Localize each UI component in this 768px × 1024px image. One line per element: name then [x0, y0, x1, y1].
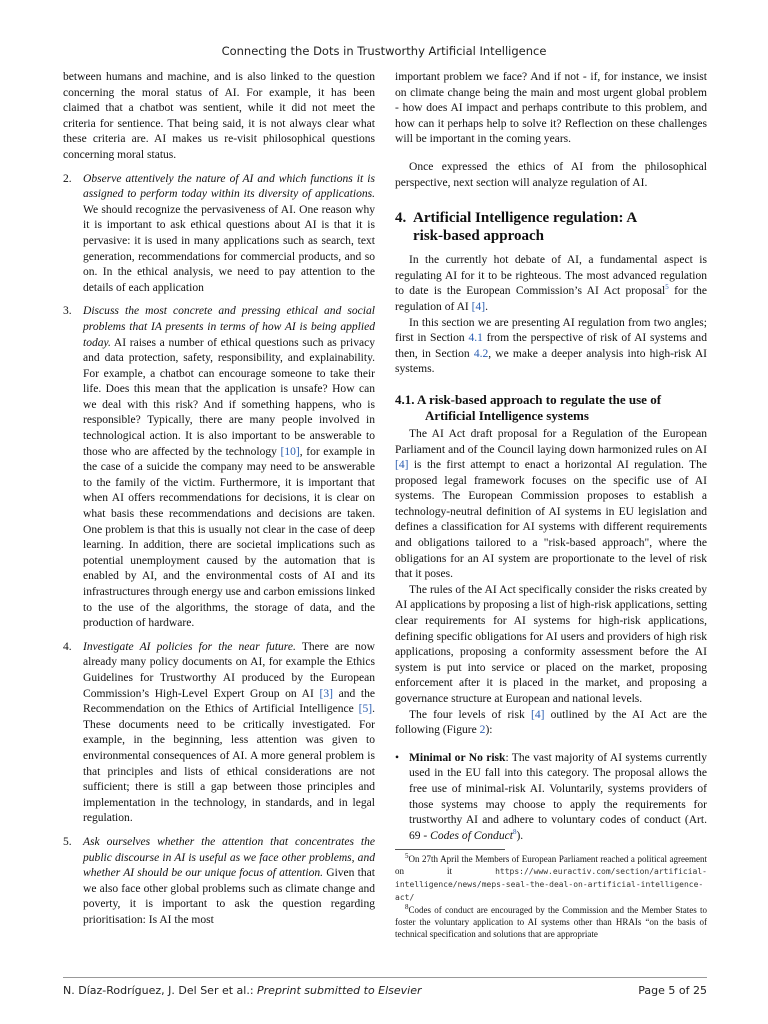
item-text: There are now already many policy documents on AI, for example the Ethics Guidelines for Trustworthy AI produced by the European Commission’s High-Level Expert Group on AI [83, 640, 376, 700]
bullet-text: ). [516, 829, 524, 842]
list-number: 3. [63, 305, 72, 318]
list-item [395, 751, 707, 845]
continued-paragraph: important problem we face? And if not - if, for instance, we insist on climate change being the main and most urgent global problem - how does AI impact and perhaps contribute to this problem, and how can it perhaps help to solve it? Reflection on these challenges will be important in the coming years. [395, 71, 707, 146]
page-footer [63, 977, 707, 997]
citation-link[interactable]: [3] [319, 687, 333, 700]
para-text: In this section we are presenting AI regulation from two angles; first in Section [395, 316, 707, 345]
section-4-heading [395, 209, 707, 245]
right-column [395, 70, 707, 940]
item-text: AI raises a number of ethical questions such as privacy and data protection, safety, responsibility, and explainability. For example, a chatbot can encourage someone to take their life. Does this mean that the application is unsafe? How can we deal with this risk? And if something happens, who is responsible? Typically, there are many people involved in technological action. It is also important to be answerable to those who are affected by the technology [83, 336, 375, 458]
footnote-url-link[interactable]: https://www.euractiv.com/section/artificial-intelligence/news/meps-seal-the-deal-on-artificial-intelligence-act/ [395, 867, 707, 903]
footer-authors: N. Díaz-Rodríguez, J. Del Ser et al.: [63, 984, 258, 997]
item-emphasis: Ask ourselves whether the attention that concentrates the public discourse in AI is useful as we face other problems, and whether AI should be our unique focus of attention. [83, 835, 375, 880]
section-ref-link[interactable]: 4.1 [468, 332, 483, 345]
list-number: 5. [63, 835, 72, 848]
list-item [63, 172, 375, 297]
list-item [63, 304, 375, 631]
item-emphasis: Observe attentively the nature of AI and which functions it is assigned to perform today within its diversity of applications. [83, 172, 375, 201]
bullet-text: : The vast majority of AI systems currently used in the EU fall into this category. The proposal allows the free use of minimal-risk AI. Voluntarily, systems providers of those systems may choose to apply the requirements for trustworthy AI and adhere to voluntary codes of conduct (Art. 69 - [409, 751, 707, 842]
page-number: Page 5 of 25 [638, 984, 707, 997]
footnote-text: Codes of conduct are encouraged by the Commission and the Member States to foster the voluntary application to AI systems other than HRAIs “on the basis of technical specification and solutions that are appropriate [395, 905, 707, 940]
para-text: In the currently hot debate of AI, a fundamental aspect is regulating AI for it to be righteous. The most advanced regulation to date is the European Commission’s AI Act proposal [395, 254, 707, 298]
para-text: The four levels of risk [409, 708, 531, 721]
citation-link[interactable]: [10] [280, 445, 300, 458]
para-text: . [485, 300, 488, 313]
item-emphasis: Investigate AI policies for the near future. [83, 640, 296, 653]
numbered-list [63, 172, 375, 929]
section-4-paragraph [395, 253, 707, 315]
bullet-icon: • [395, 751, 400, 764]
bullet-bold: Minimal or No risk [409, 751, 506, 764]
section-4-1-paragraph [395, 427, 707, 583]
item-text: Given that we also face other global problems such as climate change and poverty, it is important to ask the question regarding prioritisation: Is AI the most [83, 867, 375, 926]
citation-link[interactable]: [4] [471, 300, 486, 313]
footnote-number: 8 [405, 903, 409, 912]
citation-link[interactable]: [4] [530, 708, 545, 721]
list-item [63, 640, 375, 827]
list-item [63, 835, 375, 929]
list-number: 4. [63, 640, 72, 653]
citation-link[interactable]: [4] [395, 459, 409, 472]
item-text: We should recognize the pervasiveness of AI. One reason why it is important to ask ethical questions about AI is that it is pervasive: it is used in many applications such as search, text generation, recommendations for commercial products, and so on. In the ethical analysis, we need to pay attention to the details of each application [83, 203, 375, 294]
footnote-text: On 27th April the Members of European Parliament reached a political agreement on it [395, 854, 707, 877]
section-number: 4. [395, 210, 407, 227]
footnote-number: 5 [405, 852, 409, 861]
para-text: for the regulation of AI [395, 285, 707, 313]
footnote-5 [395, 853, 707, 904]
list-number: 2. [63, 172, 72, 185]
para-text: from the perspective of risk of AI systems and then, in Section [395, 332, 707, 360]
footnote-marker[interactable]: 8 [512, 827, 517, 836]
para-text: is the first attempt to enact a horizontal AI regulation. The proposed legal framework focuses on the specific use of AI systems. The European Commission proposes to establish a technology-neutral definition of AI systems in EU legislation and defines a classification for AI systems with different requirements and obligations tailored to a "risk-based approach", where the obligations for an AI system are proportionate to the level of risk that it poses. [395, 459, 707, 581]
bullet-emphasis: Codes of Conduct [430, 829, 513, 842]
para-text: , we make a deeper analysis into high-risk AI systems. [395, 347, 708, 376]
subsection-title-line: 4.1. A risk-based approach to regulate the use of [395, 391, 662, 407]
section-4-1-paragraph: The rules of the AI Act specifically consider the risks created by AI applications by proposing a list of high-risk applications, setting clear requirements for AI systems for high-risk applications, defining specific obligations for AI users and providers of high risk applications, proposing a conformity assessment before the AI system is put into service or placed on the market, proposing enforcement after it is placed in the market, and proposing a governance structure at European and national levels. [395, 583, 707, 705]
item-text: and the Recommendation on the Ethics of Artificial Intelligence [83, 687, 375, 716]
left-column [63, 70, 375, 936]
para-text: outlined by the AI Act are the following (Figure [395, 708, 707, 737]
section-4-1-paragraph [395, 708, 707, 739]
footnote-8 [395, 904, 707, 940]
item-emphasis: Discuss the most concrete and pressing ethical and social problems that IA presents in terms of how AI is being applied today. [83, 305, 375, 349]
intro-paragraph: between humans and machine, and is also linked to the question concerning the moral status of AI. For example, it has been claimed that a chatbot was sentient, while it did not meet the criteria for sentience. That being said, it is not always clear what these criteria are. AI makes us re-visit philosophical questions concerning moral status. [63, 71, 375, 161]
running-header: Connecting the Dots in Trustworthy Artificial Intelligence [221, 44, 547, 58]
risk-level-list [395, 751, 707, 845]
para-text: ): [485, 724, 493, 737]
item-text: , for example in the case of a suicide the company may need to be answerable to the family of the victim. Furthermore, it is important that when AI offers recommendations for decisions, it is clear on what basis these recommendations and decisions are taken. One problem is that this is usually not clear in the case of deep learning. In addition, there are societal implications such as potential unemployment caused by the automation that is enabled by AI, and the environmental costs of AI and its infrastructures through energy use and carbon emissions linked to the use of the algorithms, the storage of data, and the production of hardware. [83, 445, 375, 630]
subsection-title-line: Artificial Intelligence systems [425, 407, 589, 423]
section-ref-link[interactable]: 4.2 [473, 347, 489, 360]
section-title-line: risk-based approach [413, 228, 545, 245]
citation-link[interactable]: [5] [358, 703, 373, 716]
section-4-paragraph [395, 316, 707, 378]
section-4-1-heading [395, 392, 707, 424]
item-text: . These documents need to be critically investigated. For example, in the beginning, less attention was given to environmental consequences of AI. A more general problem is that principles and lists of ethical considerations are not sufficient; there is still a gap between those principles and implementation in the technology, in standards, and in legal regulation. [83, 703, 375, 825]
para-text: The AI Act draft proposal for a Regulation of the European Parliament and of the Council laying down harmonized rules on AI [395, 427, 707, 456]
figure-ref-link[interactable]: 2 [479, 724, 486, 737]
section-title-line: Artificial Intelligence regulation: A [413, 210, 638, 227]
transition-paragraph: Once expressed the ethics of AI from the philosophical perspective, next section will analyze regulation of AI. [395, 160, 707, 189]
footnote-marker[interactable]: 5 [665, 283, 669, 292]
footnote-divider [395, 849, 505, 850]
footer-journal: Preprint submitted to Elsevier [257, 984, 422, 997]
